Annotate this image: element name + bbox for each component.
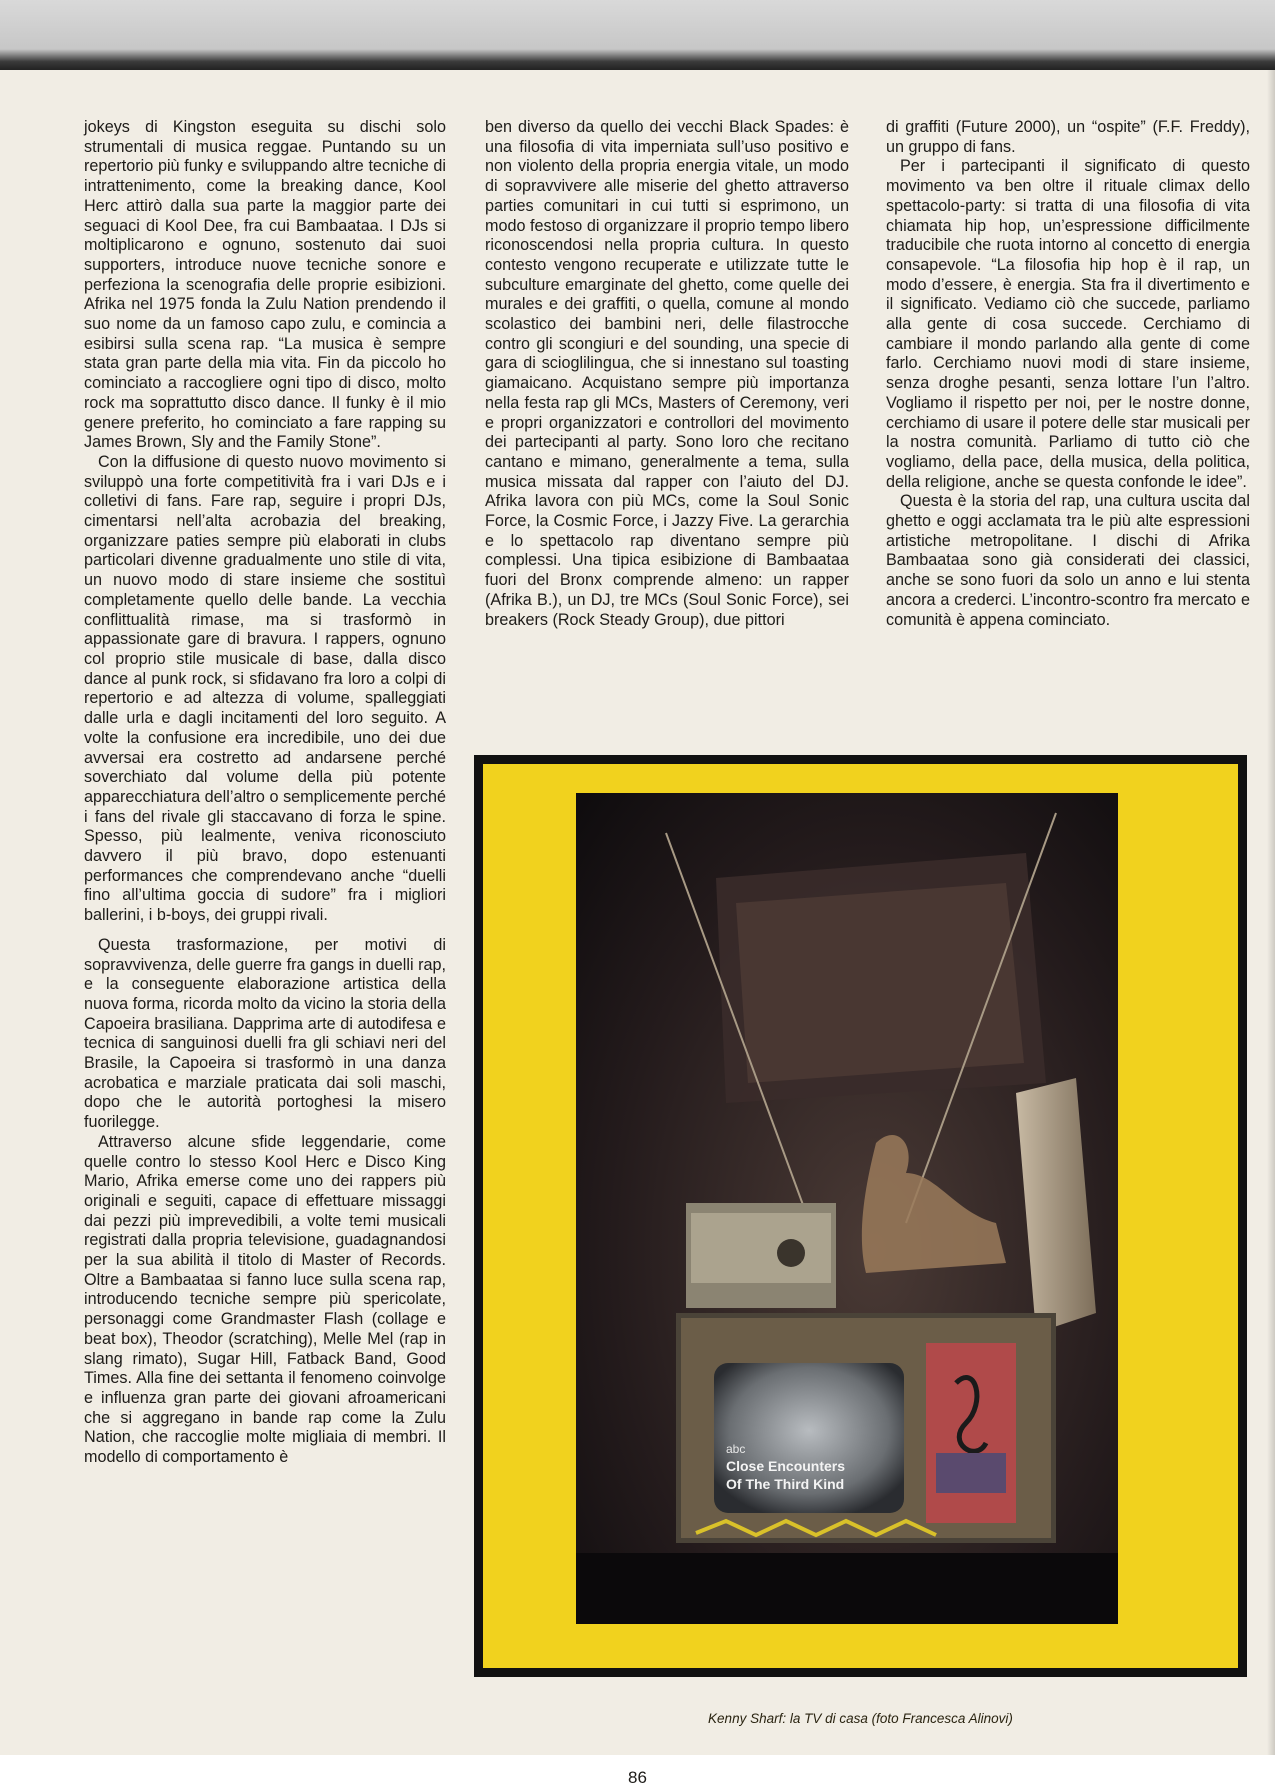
paragraph: Attraverso alcune sfide leggendarie, come quelle contro lo stesso Kool Herc e Disco King Mario, Afrika emerse come uno dei rappers più originali e seguiti, capace di effettuare missaggi dai pezzi più imprevedibili, a volte temi musicali registrati dalla propria televisione, guadagnandosi per la sua abilità il titolo di Master of Records. Oltre a Bambaataa si fanno luce sulla scena rap, introducendo tecniche sempre più spericolate, personaggi come Grandmaster Flash (collage e beat box), Theodor (scratching), Melle Mel (rap in slang rimato), Sugar Hill, Fatback Band, Good Times. Alla fine dei settanta il fenomeno coinvolge e influenza gran parte dei giovani afroamericani che si aggregano in bande rap come la Zulu Nation, che raccoglie molte migliaia di membri. Il modello di comportamento è (84, 1132, 446, 1467)
scanner-top-edge (0, 0, 1275, 70)
photo-tv-room (576, 793, 1118, 1624)
article-column-2 (485, 118, 849, 630)
paragraph: Questa è la storia del rap, una cultura uscita dal ghetto e oggi acclamata tra le più alte espressioni artistiche metropolitane. I dischi di Afrika Bambaataa sono già considerati dei classici, anche se sono fuori da solo un anno e lui stenta ancora a crederci. L’incontro-scontro fra mercato e comunità è appena cominciato. (886, 492, 1250, 629)
paragraph: di graffiti (Future 2000), un “ospite” (F.F. Freddy), un gruppo di fans. (886, 118, 1250, 156)
page-number: 86 (628, 1768, 647, 1787)
paragraph: Per i partecipanti il significato di questo movimento va ben oltre il rituale climax dello spettacolo-party: si tratta di una filosofia di vita chiamata hip hop, un’espressione difficilmente traducibile che ruota intorno al concetto di energia consapevole. “La filosofia hip hop è il rap, un modo d’essere, è energia. Sta fra il divertimento e il significato. Vediamo ciò che succede, parliamo alla gente di cosa succede. Cerchiamo di cambiare il mondo parlando alla gente di come farlo. Cerchiamo nuovi modi di stare insieme, senza droghe pesanti, senza lottare l’un l’altro. Vogliamo il rispetto per noi, per le nostre donne, cerchiamo di usare il potere delle star musicali per la nostra comunità. Parliamo di tutto ciò che vogliamo, della pace, della musica, della politica, della religione, anche se questa confonde le idee”. (886, 157, 1250, 491)
tv-logo: abc (726, 1442, 746, 1456)
paragraph: Questa trasformazione, per motivi di sopravvivenza, delle guerre fra gangs in duelli rap, e la conseguente elaborazione artistica della nuova forma, ricorda molto da vicino la storia della Capoeira brasiliana. Dapprima arte di autodifesa e tecnica di sanguinosi duelli fra gli schiavi neri del Brasile, la Capoeira si trasformò in una danza acrobatica e marziale praticata dai soli maschi, dopo che le autorità portoghesi la misero fuorilegge. (84, 935, 446, 1132)
tv-text-line-2: Of The Third Kind (726, 1476, 845, 1492)
photo-caption: Kenny Sharf: la TV di casa (foto Francesca Alinovi) (708, 1711, 1013, 1726)
page-fold-shadow (1267, 70, 1275, 1755)
article-column-1 (84, 118, 446, 1468)
article-column-3 (886, 118, 1250, 630)
paragraph: ben diverso da quello dei vecchi Black Spades: è una filosofia di vita imperniata sull’uso positivo e non violento della propria energia vitale, un modo di sopravvivere alle miserie del ghetto attraverso parties comunitari in cui tutti si esprimono, un modo festoso di organizzare il proprio tempo libero riconoscendosi nella propria cultura. In questo contesto vengono recuperate e utilizzate tutte le subculture emarginate del ghetto, come quelle dei murales e dei graffiti, o quella, comune al mondo scolastico dei bambini neri, delle filastrocche contro gli scongiuri e del sounding, una specie di gara di scioglilingua, che si innestano sul toasting giamaicano. Acquistano sempre più importanza nella festa rap gli MCs, Masters of Ceremony, veri e propri organizzatori e controllori del movimento dei partecipanti al party. Sono loro che recitano cantano e mimano, generalmente a tema, sulla musica missata dal rapper con l’aiuto del DJ. Afrika lavora con più MCs, come la Soul Sonic Force, la Cosmic Force, i Jazzy Five. La gerarchia e lo spettacolo rap diventano sempre più complessi. Una tipica esibizione di Bambaataa fuori del Bronx comprende almeno: un rapper (Afrika B.), un DJ, tre MCs (Soul Sonic Force), sei breakers (Rock Steady Group), due pittori (485, 118, 849, 629)
tv-text-line-1: Close Encounters (726, 1458, 846, 1474)
photo-illustration (576, 793, 1118, 1624)
paragraph: jokeys di Kingston eseguita su dischi solo strumentali di musica reggae. Puntando su un repertorio più funky e sviluppando altre tecniche di intrattenimento, come la breaking dance, Kool Herc attirò dalla sua parte la maggior parte dei seguaci di Kool Dee, fra cui Bambaataa. I DJs si moltiplicarono e ognuno, sostenuto dai suoi supporters, introduce nuove tecniche sonore e perfeziona la scenografia delle proprie esibizioni. Afrika nel 1975 fonda la Zulu Nation prendendo il suo nome da un famoso capo zulu, e comincia a esibirsi sulla scena rap. “La musica è sempre stata gran parte della mia vita. Fin da piccolo ho cominciato a raccogliere ogni tipo di disco, molto rock ma soprattutto disco dance. Il funky è il mio genere preferito, ho cominciato a fare rapping su James Brown, Sly and the Family Stone”. (84, 118, 446, 452)
paragraph: Con la diffusione di questo nuovo movimento si sviluppò una forte competitività fra i vari DJs e i colletivi di fans. Fare rap, seguire i propri DJs, cimentarsi nell’alta acrobazia del breaking, organizzare paties sempre più elaborati in clubs particolari divenne gradualmente uno stile di vita, un nuovo modo di stare insieme che sostituì completamente quello delle bande. La vecchia conflittualità rimase, ma si trasformò in appassionate gare di bravura. I rappers, ognuno col proprio stile musicale di base, dalla disco dance al punk rock, si sfidavano fra loro a colpi di repertorio e ad altezza di volume, spalleggiati dalle urla e dagli incitamenti del loro seguito. A volte la confusione era incredibile, uno dei due avversai era costretto ad andarsene perché soverchiato dal volume della più potente apparecchiatura dell’altro o semplicemente perché i fans del rivale gli staccavano di forza le spine. Spesso, più lealmente, veniva riconosciuto davvero il più bravo, dopo estenuanti performances che comprendevano anche “duelli fino all’ultima goccia di sudore” fra i migliori ballerini, i b-boys, dei gruppi rivali. (84, 452, 446, 925)
